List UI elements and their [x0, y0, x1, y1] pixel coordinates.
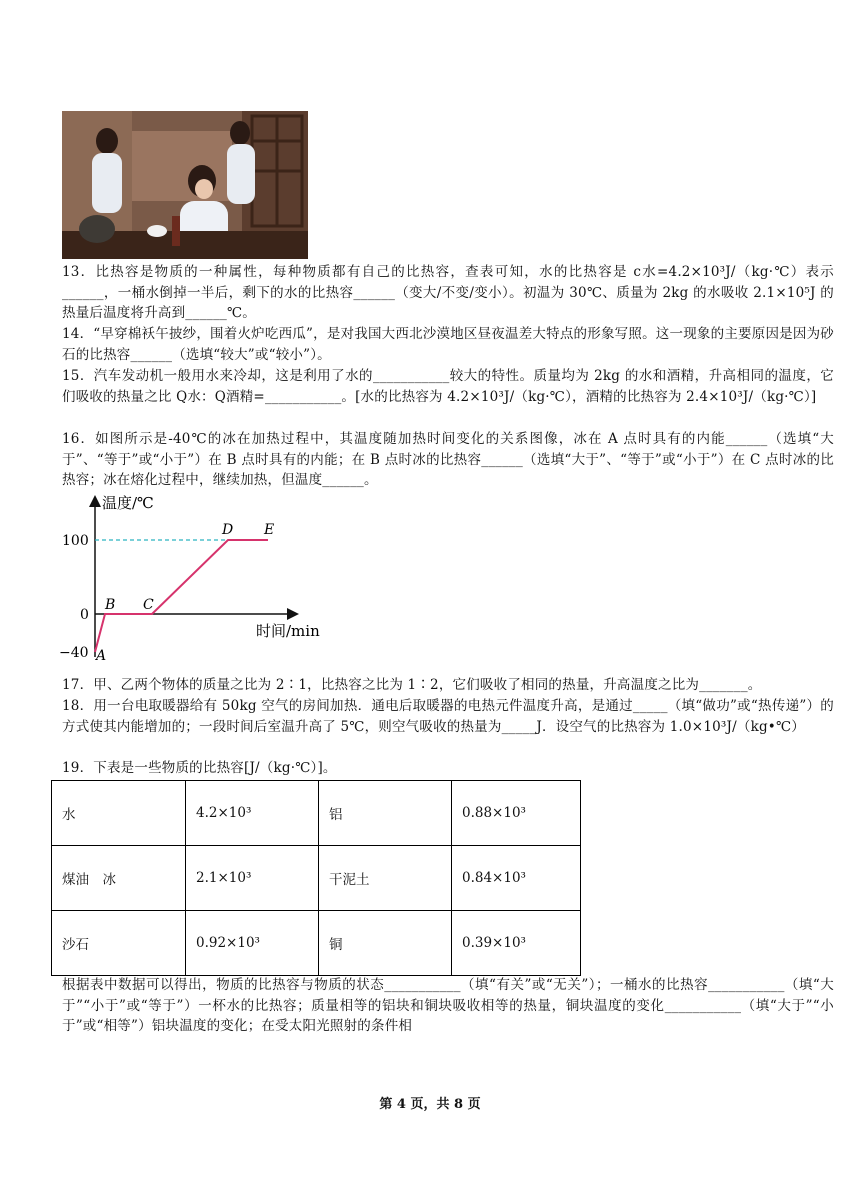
point-a-label: A: [96, 648, 107, 664]
table-cell: 水: [52, 781, 186, 846]
table-row: [52, 846, 581, 911]
question-19-continued: 根据表中数据可以得出，物质的比热容与物质的状态___________（填“有关”或“无关”）；一桶水的比热容___________（填“大于”“小于”或“等于”）一杯水的比热容；质量相等的铝块和铜块吸收相等的热量，铜块温度的变化___________（填“大于”“小于”或“相等”）铝块温度的变化；在受太阳光照射的条件相: [62, 977, 834, 1034]
table-cell: 0.92×10³: [186, 911, 319, 976]
y-tick-minus40: −40: [59, 645, 89, 661]
table-cell: 0.88×10³: [452, 781, 581, 846]
table-cell: 沙石: [52, 911, 186, 976]
point-c-label: C: [143, 597, 154, 613]
question-13: 13．比热容是物质的一种属性，每种物质都有自己的比热容，查表可知，水的比热容是 c水=4.2×10³J/（kg·℃）表示______，一桶水倒掉一半后，剩下的水的比热容______（变大/不变/变小）。初温为 30℃、质量为 2kg 的水吸收 2.1×10⁵J 的热量后温度将升高到______℃。: [62, 264, 834, 321]
table-row: [52, 781, 581, 846]
point-d-label: D: [222, 522, 234, 538]
y-tick-100: 100: [62, 533, 89, 549]
page-number: 第 4 页，共 8 页: [379, 1097, 481, 1112]
point-b-label: B: [105, 597, 116, 613]
question-17: 17．甲、乙两个物体的质量之比为 2∶1，比热容之比为 1∶2，它们吸收了相同的热量，升高温度之比为_______。: [62, 677, 762, 693]
point-e-label: E: [264, 522, 275, 538]
y-tick-0: 0: [80, 607, 89, 623]
temperature-time-graph: [58, 492, 338, 664]
table-cell: 0.39×10³: [452, 911, 581, 976]
table-cell: 铜: [319, 911, 452, 976]
question-15: 15．汽车发动机一般用水来冷却，这是利用了水的___________较大的特性。质量均为 2kg 的水和酒精，升高相同的温度，它们吸收的热量之比 Q水：Q酒精=___________。[水的比热容为 4.2×10³J/（kg·℃），酒精的比热容为 2.4×10³J/（kg·℃）]: [62, 368, 834, 405]
question-14: 14．“早穿棉袄午披纱，围着火炉吃西瓜”，是对我国大西北沙漠地区昼夜温差大特点的形象写照。这一现象的主要原因是因为砂石的比热容______（选填“较大”或“较小”）。: [62, 326, 834, 363]
table-cell: 铝: [319, 781, 452, 846]
table-row: [52, 911, 581, 976]
x-axis-label: 时间/min: [256, 622, 320, 640]
tea-ceremony-photo: [62, 111, 308, 259]
table-cell: 干泥土: [319, 846, 452, 911]
table-cell: 2.1×10³: [186, 846, 319, 911]
table-cell: 煤油 冰: [52, 846, 186, 911]
table-cell: 4.2×10³: [186, 781, 319, 846]
question-19: 19．下表是一些物质的比热容[J/（kg·℃）]。: [62, 760, 337, 776]
question-16: 16．如图所示是-40℃的冰在加热过程中，其温度随加热时间变化的关系图像，冰在 A 点时具有的内能______（选填“大于”、“等于”或“小于”）在 B 点时具有的内能；在 B 点时冰的比热容______（选填“大于”、“等于”或“小于”）在 C 点时冰的比热容；冰在熔化过程中，继续加热，但温度______。: [62, 431, 834, 488]
y-axis-label: 温度/℃: [102, 494, 154, 512]
heating-curve: [95, 540, 268, 652]
question-18: 18．用一台电取暖器给有 50kg 空气的房间加热．通电后取暖器的电热元件温度升高，是通过_____（填“做功”或“热传递”）的方式使其内能增加的；一段时间后室温升高了 5℃，则空气吸收的热量为_____J．设空气的比热容为 1.0×10³J/（kg•℃）: [62, 698, 834, 735]
table-cell: 0.84×10³: [452, 846, 581, 911]
specific-heat-table: [51, 780, 581, 976]
